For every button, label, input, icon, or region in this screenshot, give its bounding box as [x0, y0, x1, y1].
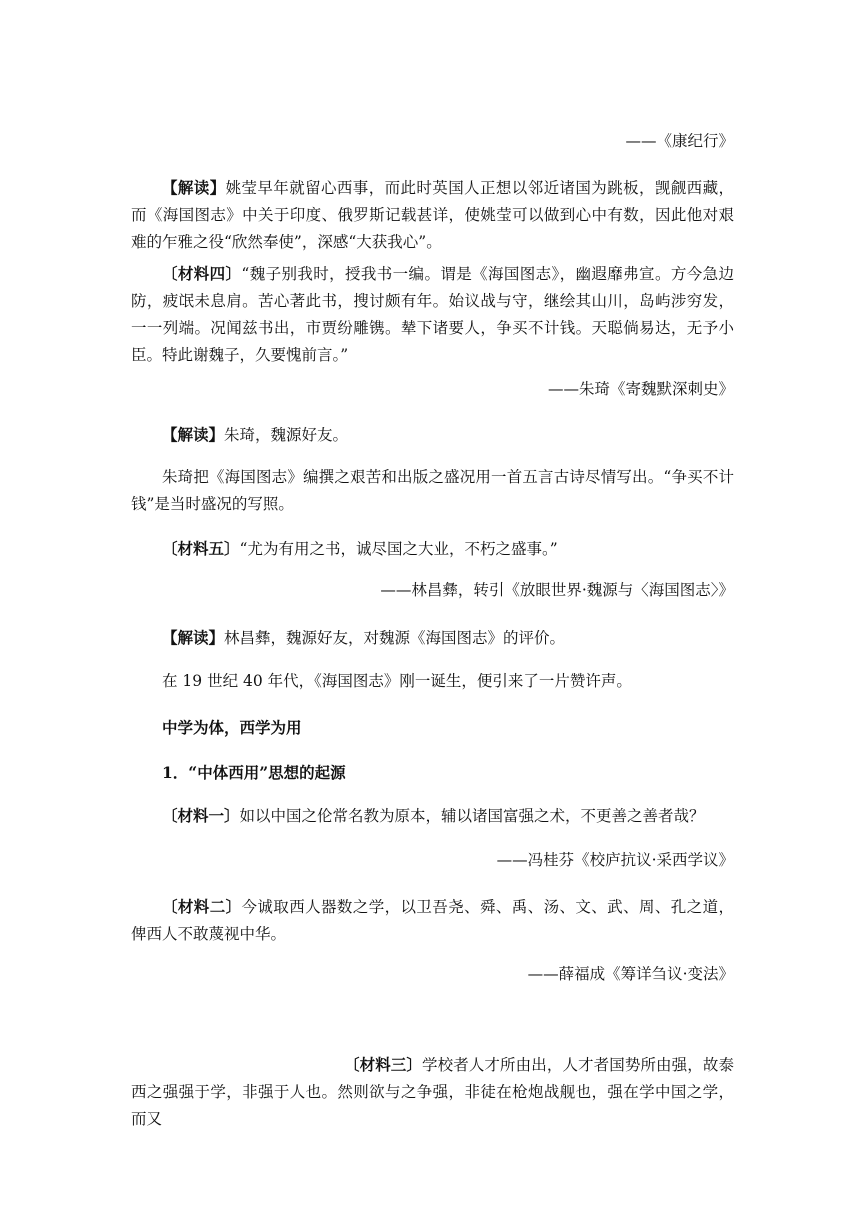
material-text: “魏子别我时，授我书一编。谓是《海国图志》，幽遐靡弗宣。方今急边防，疲氓未息肩。苦心著此书，搜讨颇有年。始议战与守，继绘其山川，岛屿涉穷发，一一列端。况闻兹书出，市贾纷雕镌。辇下诸要人，争买不计钱。天聪倘易达，无予小臣。特此谢魏子，久要愧前言。” [131, 265, 734, 364]
section-heading: 中学为体，西学为用 [162, 718, 302, 737]
interpretation-label: 【解读】 [162, 178, 226, 197]
source-kang-ji-xing: ——《康纪行》 [625, 132, 734, 150]
interpretation-text: 朱琦，魏源好友。 [224, 426, 349, 444]
interpretation-label: 【解读】 [162, 425, 225, 444]
source-lin-chang-yi: ——林昌彝，转引《放眼世界·魏源与〈海国图志〉》 [380, 581, 734, 599]
source-zhu-qi: ——朱琦《寄魏默深刺史》 [547, 380, 734, 398]
interpretation-label: 【解读】 [162, 628, 225, 647]
material-label: 〔材料二〕 [162, 897, 242, 916]
interpretation-text: 姚莹早年就留心西事，而此时英国人正想以邻近诸国为跳板，觊觎西藏，而《海国图志》中关于印度、俄罗斯记载甚详，使姚莹可以做到心中有数，因此他对艰难的乍雅之役“欣然奉使”，深感“大获我心”。 [131, 179, 734, 251]
paragraph-praise: 在 19 世纪 40 年代，《海国图志》刚一诞生，便引来了一片赞许声。 [162, 672, 632, 690]
interpretation-zhu-qi [131, 421, 734, 449]
material-two [131, 893, 734, 948]
material-label: 〔材料四〕 [162, 264, 242, 283]
material-four [131, 260, 734, 369]
material-text: “尤为有用之书，诚尽国之大业，不朽之盛事。” [239, 540, 558, 558]
source-feng-gui-fen: ——冯桂芬《校庐抗议·采西学议》 [496, 851, 734, 869]
subsection-heading: 1．“中体西用”思想的起源 [162, 763, 346, 782]
interpretation-yao-ying [131, 174, 734, 256]
source-xue-fu-cheng: ——薛福成《筹详刍议·变法》 [527, 965, 734, 983]
interpretation-lin-chang-yi [131, 624, 734, 652]
material-three [131, 1051, 734, 1133]
material-text: 学校者人才所由出，人才者国势所由强，故泰西之强强于学，非强于人也。然则欲与之争强，非徒在枪炮战舰也，强在学中国之学，而又 [131, 1056, 734, 1128]
material-text: 今诚取西人器数之学，以卫吾尧、舜、禹、汤、文、武、周、孔之道，俾西人不敢蔑视中华。 [131, 898, 734, 943]
material-label: 〔材料五〕 [162, 539, 240, 558]
material-five [131, 535, 734, 563]
interpretation-text: 林昌彝，魏源好友，对魏源《海国图志》的评价。 [224, 629, 566, 647]
material-one [131, 802, 734, 830]
material-label: 〔材料三〕 [344, 1055, 423, 1074]
material-label: 〔材料一〕 [162, 806, 240, 825]
paragraph-zhu-qi-poem: 朱琦把《海国图志》编撰之艰苦和出版之盛况用一首五言古诗尽情写出。“争买不计钱”是当时盛况的写照。 [131, 468, 734, 513]
material-text: 如以中国之伦常名教为原本，辅以诸国富强之术，不更善之善者哉？ [239, 807, 705, 825]
